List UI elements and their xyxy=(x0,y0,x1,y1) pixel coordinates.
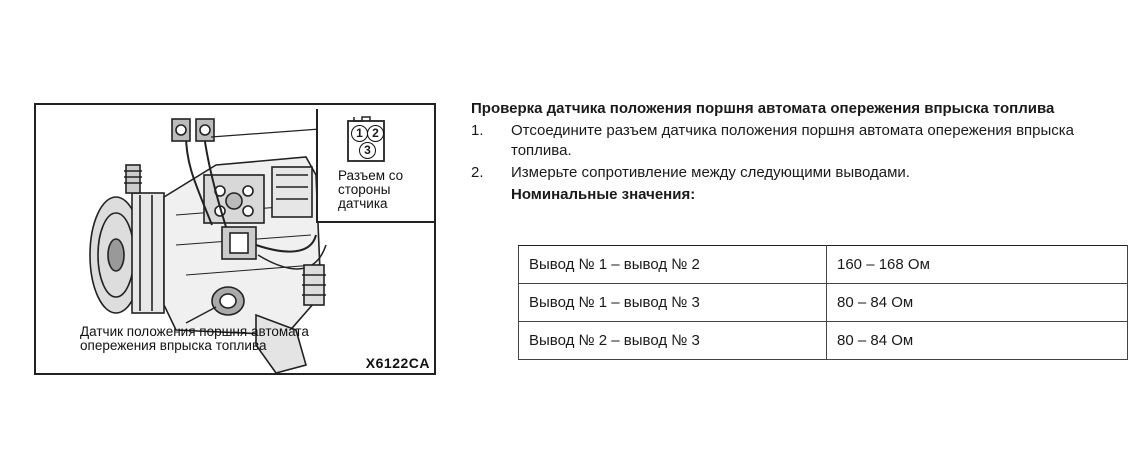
pump-illustration xyxy=(34,103,436,375)
resistance-spec-table xyxy=(518,245,1128,360)
step-number: 1. xyxy=(471,122,484,139)
procedure-text xyxy=(471,99,1131,205)
sensor-caption: Датчик положения поршня автомата опережения впрыска топлива xyxy=(80,324,309,353)
procedure-step xyxy=(471,121,1131,161)
step-number: 2. xyxy=(471,164,484,181)
step-text: Измерьте сопротивление между следующими выводами. xyxy=(511,164,910,181)
terminal-pair-cell: Вывод № 2 – вывод № 3 xyxy=(519,322,827,360)
resistance-value-cell: 80 – 84 Ом xyxy=(827,322,1128,360)
connector-caption: Разъем со стороны датчика xyxy=(338,168,404,211)
procedure-step xyxy=(471,163,1131,183)
step-text: Отсоедините разъем датчика положения поршня автомата опережения впрыска топлива. xyxy=(511,122,1075,159)
terminal-pair-cell: Вывод № 1 – вывод № 3 xyxy=(519,284,827,322)
table-row xyxy=(519,322,1128,360)
resistance-value-cell: 160 – 168 Ом xyxy=(827,246,1128,284)
connector-pin-1: 1 xyxy=(351,125,368,142)
nominal-values-label: Номинальные значения: xyxy=(511,186,696,203)
procedure-title: Проверка датчика положения поршня автомата опережения впрыска топлива xyxy=(471,100,1055,117)
resistance-value-cell: 80 – 84 Ом xyxy=(827,284,1128,322)
figure-code: X6122CA xyxy=(365,355,430,371)
terminal-pair-cell: Вывод № 1 – вывод № 2 xyxy=(519,246,827,284)
connector-inset xyxy=(316,109,436,223)
table-row xyxy=(519,284,1128,322)
connector-pin-2: 2 xyxy=(367,125,384,142)
table-row xyxy=(519,246,1128,284)
connector-pin-3: 3 xyxy=(359,142,376,159)
